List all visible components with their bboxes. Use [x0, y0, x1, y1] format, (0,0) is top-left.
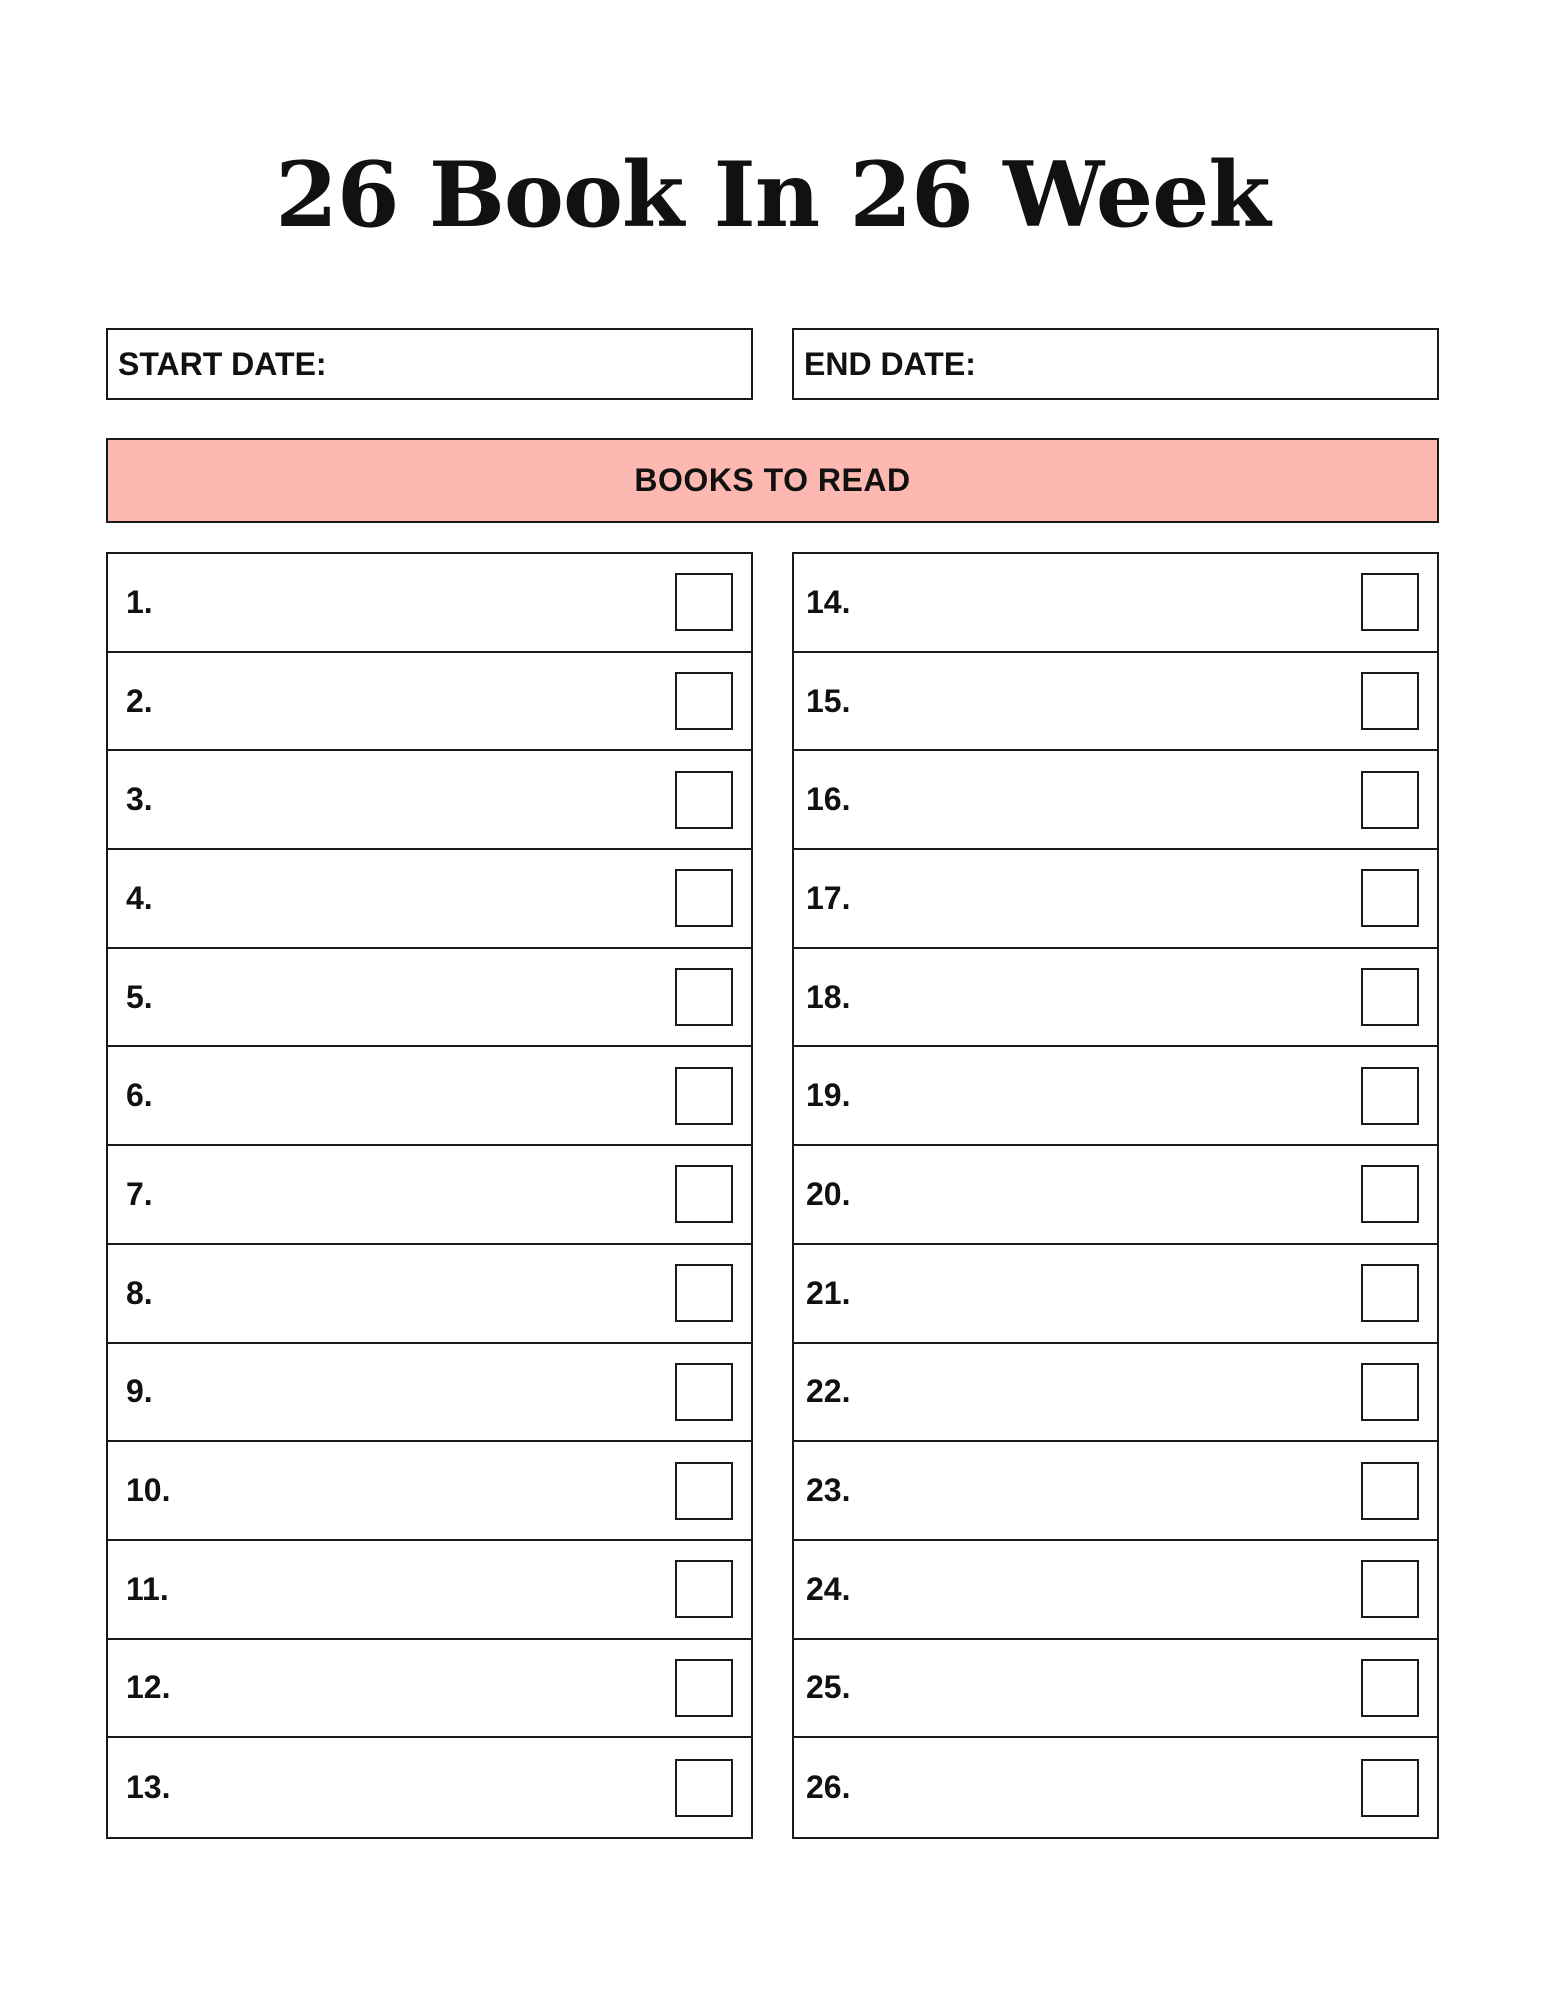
book-number: 20. [806, 1175, 851, 1212]
book-row[interactable] [794, 949, 1437, 1048]
book-checkbox[interactable] [1361, 1363, 1419, 1421]
book-number: 19. [806, 1077, 851, 1114]
book-checkbox[interactable] [1361, 573, 1419, 631]
book-checkbox[interactable] [675, 1759, 733, 1817]
start-date-label: START DATE: [118, 345, 327, 382]
book-row[interactable] [108, 1640, 751, 1739]
book-checkbox[interactable] [675, 672, 733, 730]
book-row[interactable] [794, 1640, 1437, 1739]
book-number: 24. [806, 1570, 851, 1607]
book-row[interactable] [108, 751, 751, 850]
book-row[interactable] [108, 1245, 751, 1344]
book-row[interactable] [108, 1541, 751, 1640]
book-checkbox[interactable] [1361, 1759, 1419, 1817]
book-row[interactable] [108, 850, 751, 949]
book-checkbox[interactable] [675, 1165, 733, 1223]
books-to-read-banner [106, 438, 1439, 523]
book-row[interactable] [108, 1344, 751, 1443]
book-checkbox[interactable] [1361, 869, 1419, 927]
book-checkbox[interactable] [675, 1067, 733, 1125]
book-number: 23. [806, 1472, 851, 1509]
book-number: 18. [806, 978, 851, 1015]
book-row[interactable] [794, 1245, 1437, 1344]
book-row[interactable] [794, 1146, 1437, 1245]
book-checkbox[interactable] [675, 1264, 733, 1322]
book-row[interactable] [108, 1146, 751, 1245]
book-number: 7. [126, 1175, 153, 1212]
book-checkbox[interactable] [1361, 1560, 1419, 1618]
book-checkbox[interactable] [1361, 968, 1419, 1026]
book-checkbox[interactable] [675, 1659, 733, 1717]
book-row[interactable] [794, 751, 1437, 850]
book-row[interactable] [794, 1047, 1437, 1146]
book-number: 14. [806, 583, 851, 620]
book-number: 26. [806, 1769, 851, 1806]
book-list-right [792, 552, 1439, 1839]
book-checkbox[interactable] [1361, 1659, 1419, 1717]
book-checkbox[interactable] [675, 1462, 733, 1520]
book-row[interactable] [794, 554, 1437, 653]
book-number: 2. [126, 682, 153, 719]
book-checkbox[interactable] [675, 771, 733, 829]
book-checkbox[interactable] [1361, 1165, 1419, 1223]
book-checkbox[interactable] [1361, 1067, 1419, 1125]
page-title: 26 Book In 26 Week [275, 142, 1270, 248]
end-date-field[interactable] [792, 328, 1439, 400]
book-checkbox[interactable] [675, 869, 733, 927]
book-number: 8. [126, 1274, 153, 1311]
book-checkbox[interactable] [675, 1363, 733, 1421]
book-number: 3. [126, 781, 153, 818]
start-date-field[interactable] [106, 328, 753, 400]
book-row[interactable] [108, 1738, 751, 1837]
book-row[interactable] [794, 653, 1437, 752]
book-row[interactable] [108, 1442, 751, 1541]
book-checkbox[interactable] [675, 573, 733, 631]
book-checkbox[interactable] [675, 1560, 733, 1618]
book-row[interactable] [794, 1442, 1437, 1541]
book-number: 9. [126, 1373, 153, 1410]
book-row[interactable] [108, 1047, 751, 1146]
book-number: 15. [806, 682, 851, 719]
book-checkbox[interactable] [675, 968, 733, 1026]
books-to-read-heading: BOOKS TO READ [634, 462, 911, 498]
book-checkbox[interactable] [1361, 1264, 1419, 1322]
book-row[interactable] [794, 850, 1437, 949]
book-number: 21. [806, 1274, 851, 1311]
book-number: 4. [126, 879, 153, 916]
book-number: 25. [806, 1669, 851, 1706]
book-row[interactable] [108, 554, 751, 653]
book-number: 12. [126, 1669, 171, 1706]
book-row[interactable] [108, 653, 751, 752]
book-row[interactable] [794, 1541, 1437, 1640]
book-number: 6. [126, 1077, 153, 1114]
book-number: 10. [126, 1472, 171, 1509]
book-row[interactable] [794, 1738, 1437, 1837]
book-number: 17. [806, 879, 851, 916]
book-checkbox[interactable] [1361, 1462, 1419, 1520]
book-number: 11. [126, 1570, 169, 1607]
book-number: 1. [126, 583, 153, 620]
book-list-left [106, 552, 753, 1839]
book-row[interactable] [108, 949, 751, 1048]
book-number: 13. [126, 1769, 171, 1806]
end-date-label: END DATE: [804, 345, 976, 382]
book-checkbox[interactable] [1361, 771, 1419, 829]
book-number: 16. [806, 781, 851, 818]
book-checkbox[interactable] [1361, 672, 1419, 730]
book-row[interactable] [794, 1344, 1437, 1443]
book-number: 22. [806, 1373, 851, 1410]
book-number: 5. [126, 978, 153, 1015]
